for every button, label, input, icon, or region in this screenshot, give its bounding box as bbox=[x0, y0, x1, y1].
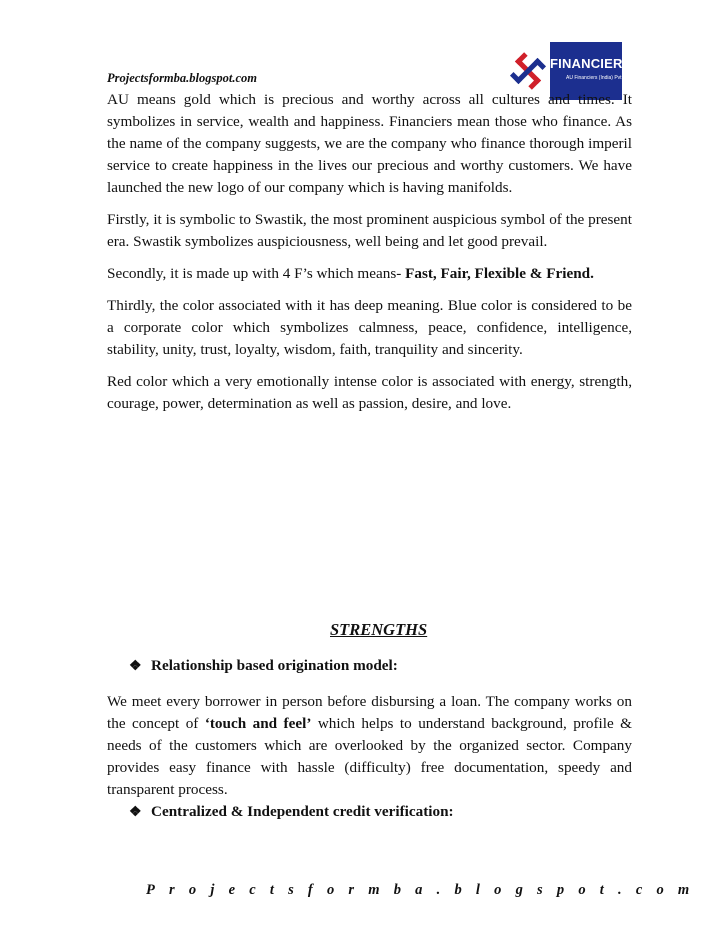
logo-tagline: AU Financiers (India) Pvt. Ltd. bbox=[566, 75, 633, 81]
four-fs-bold: Fast, Fair, Flexible & Friend. bbox=[405, 265, 594, 282]
header-site-name: Projectsformba.blogspot.com bbox=[107, 71, 257, 85]
strength-item-relationship bbox=[129, 657, 398, 675]
paragraph-au-meaning: AU means gold which is precious and worthy across all cultures and times. It symbolizes in service, wealth and happiness. Financiers mean those who finance. As the name of the company suggests, we are the company who finance thorough imperil service to create happiness in the lives our precious and worthy customers. We have launched the new logo of our company which is having manifolds. bbox=[107, 91, 632, 196]
strength-item-title: Relationship based origination model: bbox=[151, 657, 398, 674]
footer-site-name: Projectsformba.blogspot.com bbox=[146, 882, 704, 898]
touch-and-feel-bold: ‘touch and feel’ bbox=[204, 715, 312, 732]
paragraph-four-fs bbox=[107, 263, 632, 285]
relationship-text-b: which helps to understand background, profile & needs of the customers which are overlooked by the organized sector. Company provides easy finance with hassle (difficulty) free documentation, speedy and transparent process. bbox=[107, 715, 632, 798]
diamond-bullet-icon: ❖ bbox=[129, 658, 142, 674]
paragraph-relationship bbox=[107, 691, 632, 801]
strength-item-body bbox=[107, 691, 632, 801]
four-fs-text: Secondly, it is made up with 4 F’s which means- bbox=[107, 265, 406, 282]
strength-item-credit bbox=[129, 803, 454, 821]
paragraph-red-color: Red color which a very emotionally intense color is associated with energy, strength, courage, power, determination as well as passion, desire, and love. bbox=[107, 373, 632, 412]
strengths-heading: STRENGTHS bbox=[330, 620, 428, 639]
strength-item-title: Centralized & Independent credit verification: bbox=[151, 803, 454, 820]
paragraph-blue-color: Thirdly, the color associated with it has deep meaning. Blue color is considered to be a corporate color which symbolizes calmness, peace, confidence, intelligence, stability, unity, trust, loyalty, wisdom, faith, tranquility and sincerity. bbox=[107, 297, 632, 358]
relationship-text-a: We meet every borrower in person before disbursing a loan. The company works on the concept of bbox=[107, 693, 632, 732]
diamond-bullet-icon: ❖ bbox=[129, 804, 142, 820]
logo-wordmark: FINANCIERs bbox=[550, 56, 631, 71]
paragraph-swastik: Firstly, it is symbolic to Swastik, the most prominent auspicious symbol of the present era. Swastik symbolizes auspiciousness, well being and let good prevail. bbox=[107, 211, 632, 250]
intro-body bbox=[107, 89, 632, 415]
